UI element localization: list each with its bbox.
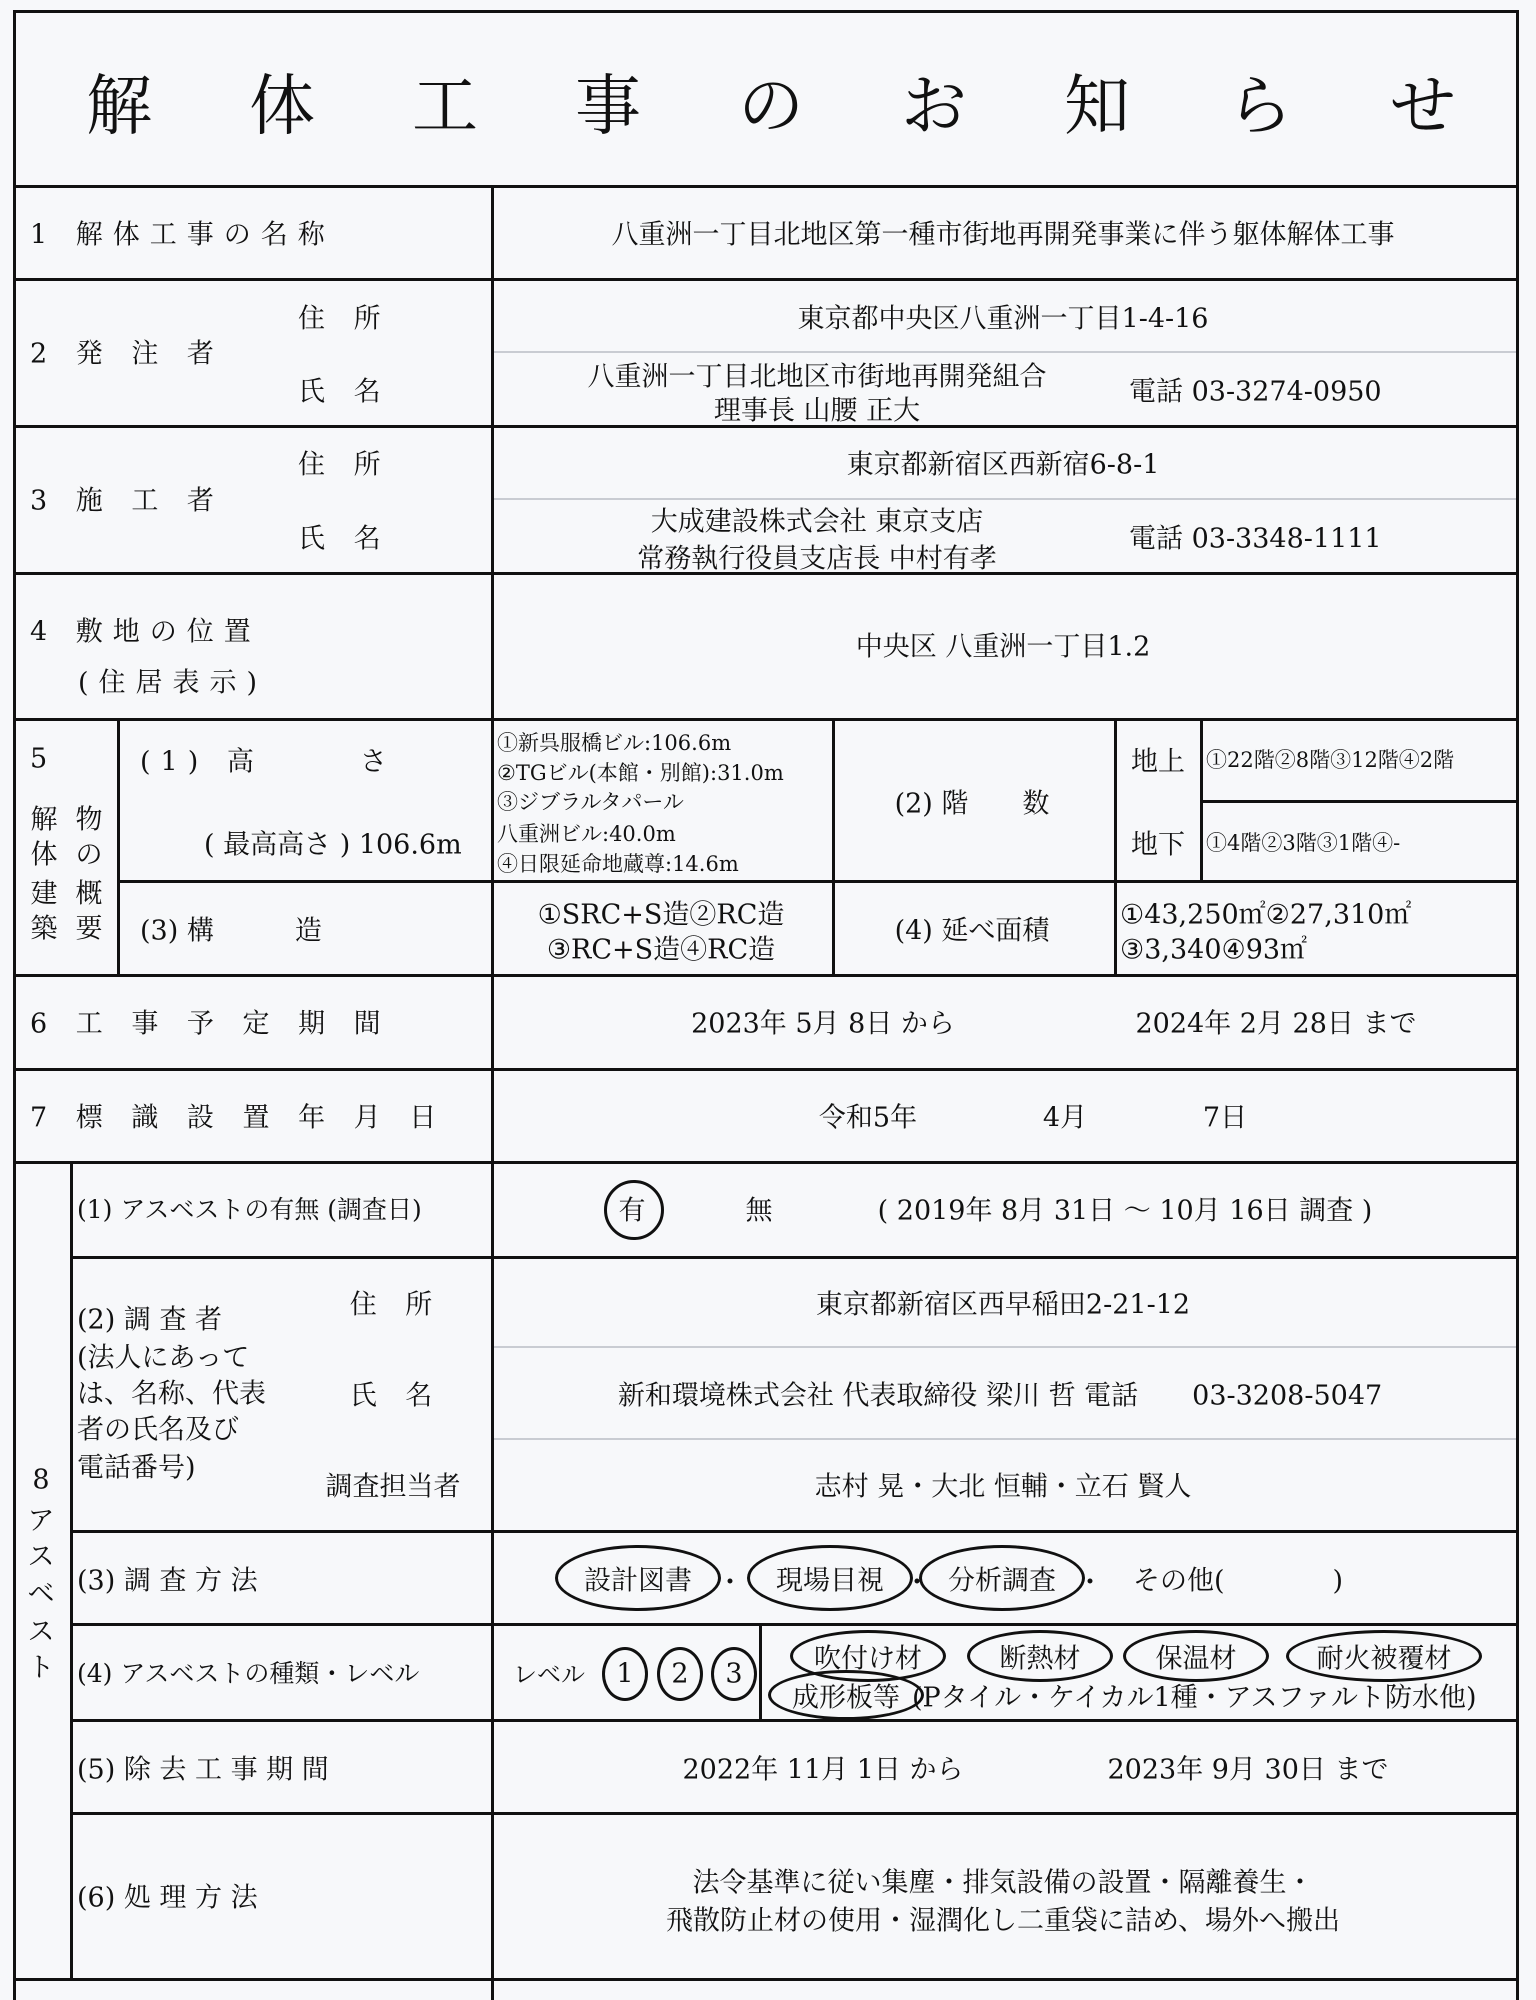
label-surveyor-note: (法人にあって: [77, 1342, 250, 1374]
contractor-representative: 常務執行役員支店長 中村有孝: [637, 543, 997, 575]
project-name: 八重洲一丁目北地区第一種市街地再開発事業に伴う躯体解体工事: [611, 219, 1395, 251]
asbestos-no: 無: [745, 1195, 773, 1227]
label-surveyor-note: 電話番号): [77, 1452, 196, 1484]
client-name: 八重洲一丁目北地区市街地再開発組合: [587, 361, 1047, 393]
column-divider: [70, 1161, 73, 1978]
border: [1516, 10, 1519, 2000]
method-other: その他( ): [1132, 1565, 1344, 1597]
structure: ③RC+S造④RC造: [546, 934, 776, 966]
label-project-name: 1 解体工事の名称: [30, 219, 335, 251]
surveyor-name: 新和環境株式会社 代表取締役 梁川 哲 電話 03-3208-5047: [617, 1380, 1383, 1412]
label-height-sa: さ: [360, 746, 387, 778]
vertical-label: 要: [75, 913, 103, 945]
label-below-ground: 地下: [1131, 829, 1185, 861]
divider: [1200, 800, 1516, 803]
divider: [70, 1812, 1519, 1815]
label-address: 住 所: [349, 1289, 443, 1321]
sign-month: 4月: [1042, 1102, 1088, 1134]
label-surveyor: (2) 調 査 者: [77, 1304, 222, 1336]
structure: ①SRC+S造②RC造: [537, 899, 785, 931]
vertical-label: 解: [30, 804, 58, 836]
label-address: 住 所: [298, 303, 391, 335]
label-asbestos-type: (4) アスベストの種類・レベル: [77, 1659, 420, 1688]
subdivider: [494, 1438, 1516, 1440]
label-structure: (3) 構 造: [140, 915, 322, 947]
vertical-label: 8: [32, 1464, 50, 1496]
vertical-label: ベ: [27, 1578, 55, 1610]
type-molded-board: 成形板等: [792, 1682, 900, 1714]
contractor-phone: 電話 03-3348-1111: [1129, 523, 1382, 555]
label-floors: (2) 階 数: [894, 788, 1050, 820]
divider: [70, 1719, 1519, 1722]
level-2: 2: [671, 1658, 689, 1690]
label-survey-method: (3) 調 査 方 法: [77, 1565, 258, 1597]
type-thermal: 保温材: [1155, 1643, 1237, 1675]
max-height: ( 最高高さ ) 106.6m: [204, 829, 462, 861]
label-address-display: (住居表示): [78, 667, 268, 699]
level-1: 1: [616, 1658, 634, 1690]
vertical-label: ス: [27, 1541, 55, 1573]
separator: ・: [903, 1567, 931, 1599]
vertical-label: の: [75, 839, 103, 871]
type-insulation: 断熱材: [999, 1643, 1081, 1675]
schedule-from: 2023年 5月 8日 から: [691, 1008, 955, 1040]
type-sprayed: 吹付け材: [814, 1643, 922, 1675]
type-molded-board-note: (Pタイル・ケイカル1種・アスファルト防水他): [912, 1682, 1477, 1714]
subdivider: [494, 351, 1516, 353]
label-removal-period: (5) 除 去 工 事 期 間: [77, 1754, 329, 1786]
treatment-method: 法令基準に従い集塵・排気設備の設置・隔離養生・: [692, 1867, 1314, 1899]
survey-period: ( 2019年 8月 31日 ～ 10月 16日 調査 ): [877, 1195, 1373, 1227]
level-3: 3: [725, 1658, 743, 1690]
subdivider: [494, 1346, 1516, 1348]
label-address: 住 所: [298, 449, 391, 481]
label-schedule: 6 工 事 予 定 期 間: [30, 1008, 391, 1040]
label-surveyor-note: は、名称、代表: [77, 1378, 266, 1410]
divider: [70, 1623, 1519, 1626]
label-name: 氏 名: [298, 523, 391, 555]
building-height: ③ジブラルタパール: [497, 790, 684, 814]
divider: [13, 1978, 1519, 1981]
label-above-ground: 地上: [1131, 746, 1185, 778]
client-representative: 理事長 山腰 正大: [713, 395, 921, 427]
label-asbestos-presence: (1) アスベストの有無 (調査日): [77, 1195, 422, 1224]
client-address: 東京都中央区八重洲一丁目1-4-16: [797, 303, 1209, 335]
building-height: ①新呉服橋ビル:106.6m: [497, 731, 732, 755]
page-title: 解 体 工 事 の お 知 ら せ: [86, 67, 1494, 145]
floors-below: ①4階②3階③1階④-: [1206, 831, 1401, 855]
divider: [13, 1068, 1519, 1071]
label-staff: 調査担当者: [325, 1471, 461, 1503]
separator: ・: [716, 1567, 744, 1599]
method-analysis: 分析調査: [948, 1565, 1056, 1597]
divider: [70, 1256, 1519, 1259]
subdivider: [494, 498, 1516, 500]
vertical-label: 築: [30, 913, 58, 945]
divider: [13, 1161, 1519, 1164]
label-treatment-method: (6) 処 理 方 法: [77, 1882, 258, 1914]
column-divider: [117, 718, 120, 974]
method-visual: 現場目視: [776, 1565, 884, 1597]
floors-above: ①22階②8階③12階④2階: [1206, 748, 1455, 772]
divider: [117, 880, 1517, 883]
site-location: 中央区 八重洲一丁目1.2: [855, 631, 1151, 663]
divider: [70, 1530, 1519, 1533]
floor-area: ①43,250㎡②27,310㎡: [1120, 899, 1412, 931]
label-client: 2 発 注 者: [30, 338, 224, 370]
column-divider: [1200, 718, 1203, 880]
floor-area: ③3,340④93㎡: [1120, 934, 1308, 966]
building-height: ②TGビル(本館・別館):31.0m: [497, 761, 784, 785]
schedule-to: 2024年 2月 28日 まで: [1135, 1008, 1417, 1040]
removal-to: 2023年 9月 30日 まで: [1107, 1754, 1389, 1786]
label-site-location: 4 敷地の位置: [30, 616, 261, 648]
sign-day: 7日: [1202, 1102, 1248, 1134]
border: [13, 10, 1519, 13]
client-phone: 電話 03-3274-0950: [1129, 376, 1382, 408]
contractor-address: 東京都新宿区西新宿6-8-1: [846, 449, 1160, 481]
building-height: 八重洲ビル:40.0m: [497, 822, 676, 846]
type-fireproof: 耐火被覆材: [1316, 1643, 1452, 1675]
label-floor-area: (4) 延べ面積: [894, 915, 1050, 947]
vertical-label: 概: [75, 878, 103, 910]
column-divider: [1114, 718, 1117, 974]
column-divider: [759, 1623, 762, 1719]
survey-staff: 志村 晃・大北 恒輔・立石 賢人: [814, 1471, 1192, 1503]
contractor-name: 大成建設株式会社 東京支店: [650, 506, 984, 538]
treatment-method: 飛散防止材の使用・湿潤化し二重袋に詰め、場外へ搬出: [666, 1905, 1340, 1937]
vertical-label: ス: [27, 1616, 55, 1648]
label-surveyor-note: 者の氏名及び: [77, 1414, 239, 1446]
column-divider: [832, 718, 835, 974]
vertical-label: ト: [27, 1652, 55, 1684]
sign-year: 令和5年: [818, 1102, 918, 1134]
divider: [13, 185, 1519, 188]
section-number: 5: [30, 743, 48, 775]
column-divider: [491, 185, 494, 2000]
label-height: (1) 高: [140, 746, 264, 778]
label-name: 氏 名: [298, 376, 391, 408]
label-level: レベル: [513, 1660, 585, 1689]
surveyor-address: 東京都新宿区西早稲田2-21-12: [815, 1289, 1191, 1321]
vertical-label: 建: [30, 878, 58, 910]
label-name: 氏 名: [349, 1380, 443, 1412]
removal-from: 2022年 11月 1日 から: [682, 1754, 964, 1786]
vertical-label: ア: [27, 1505, 55, 1537]
asbestos-yes: 有: [618, 1195, 646, 1227]
method-drawings: 設計図書: [584, 1565, 692, 1597]
vertical-label: 体: [30, 839, 58, 871]
border: [13, 10, 16, 2000]
label-sign-date: 7 標 識 設 置 年 月 日: [30, 1102, 447, 1134]
separator: ・: [1076, 1567, 1104, 1599]
divider: [13, 974, 1519, 977]
divider: [13, 718, 1519, 721]
vertical-label: 物: [75, 804, 103, 836]
building-height: ④日限延命地蔵尊:14.6m: [497, 852, 739, 876]
divider: [13, 278, 1519, 281]
label-contractor: 3 施 工 者: [30, 485, 224, 517]
